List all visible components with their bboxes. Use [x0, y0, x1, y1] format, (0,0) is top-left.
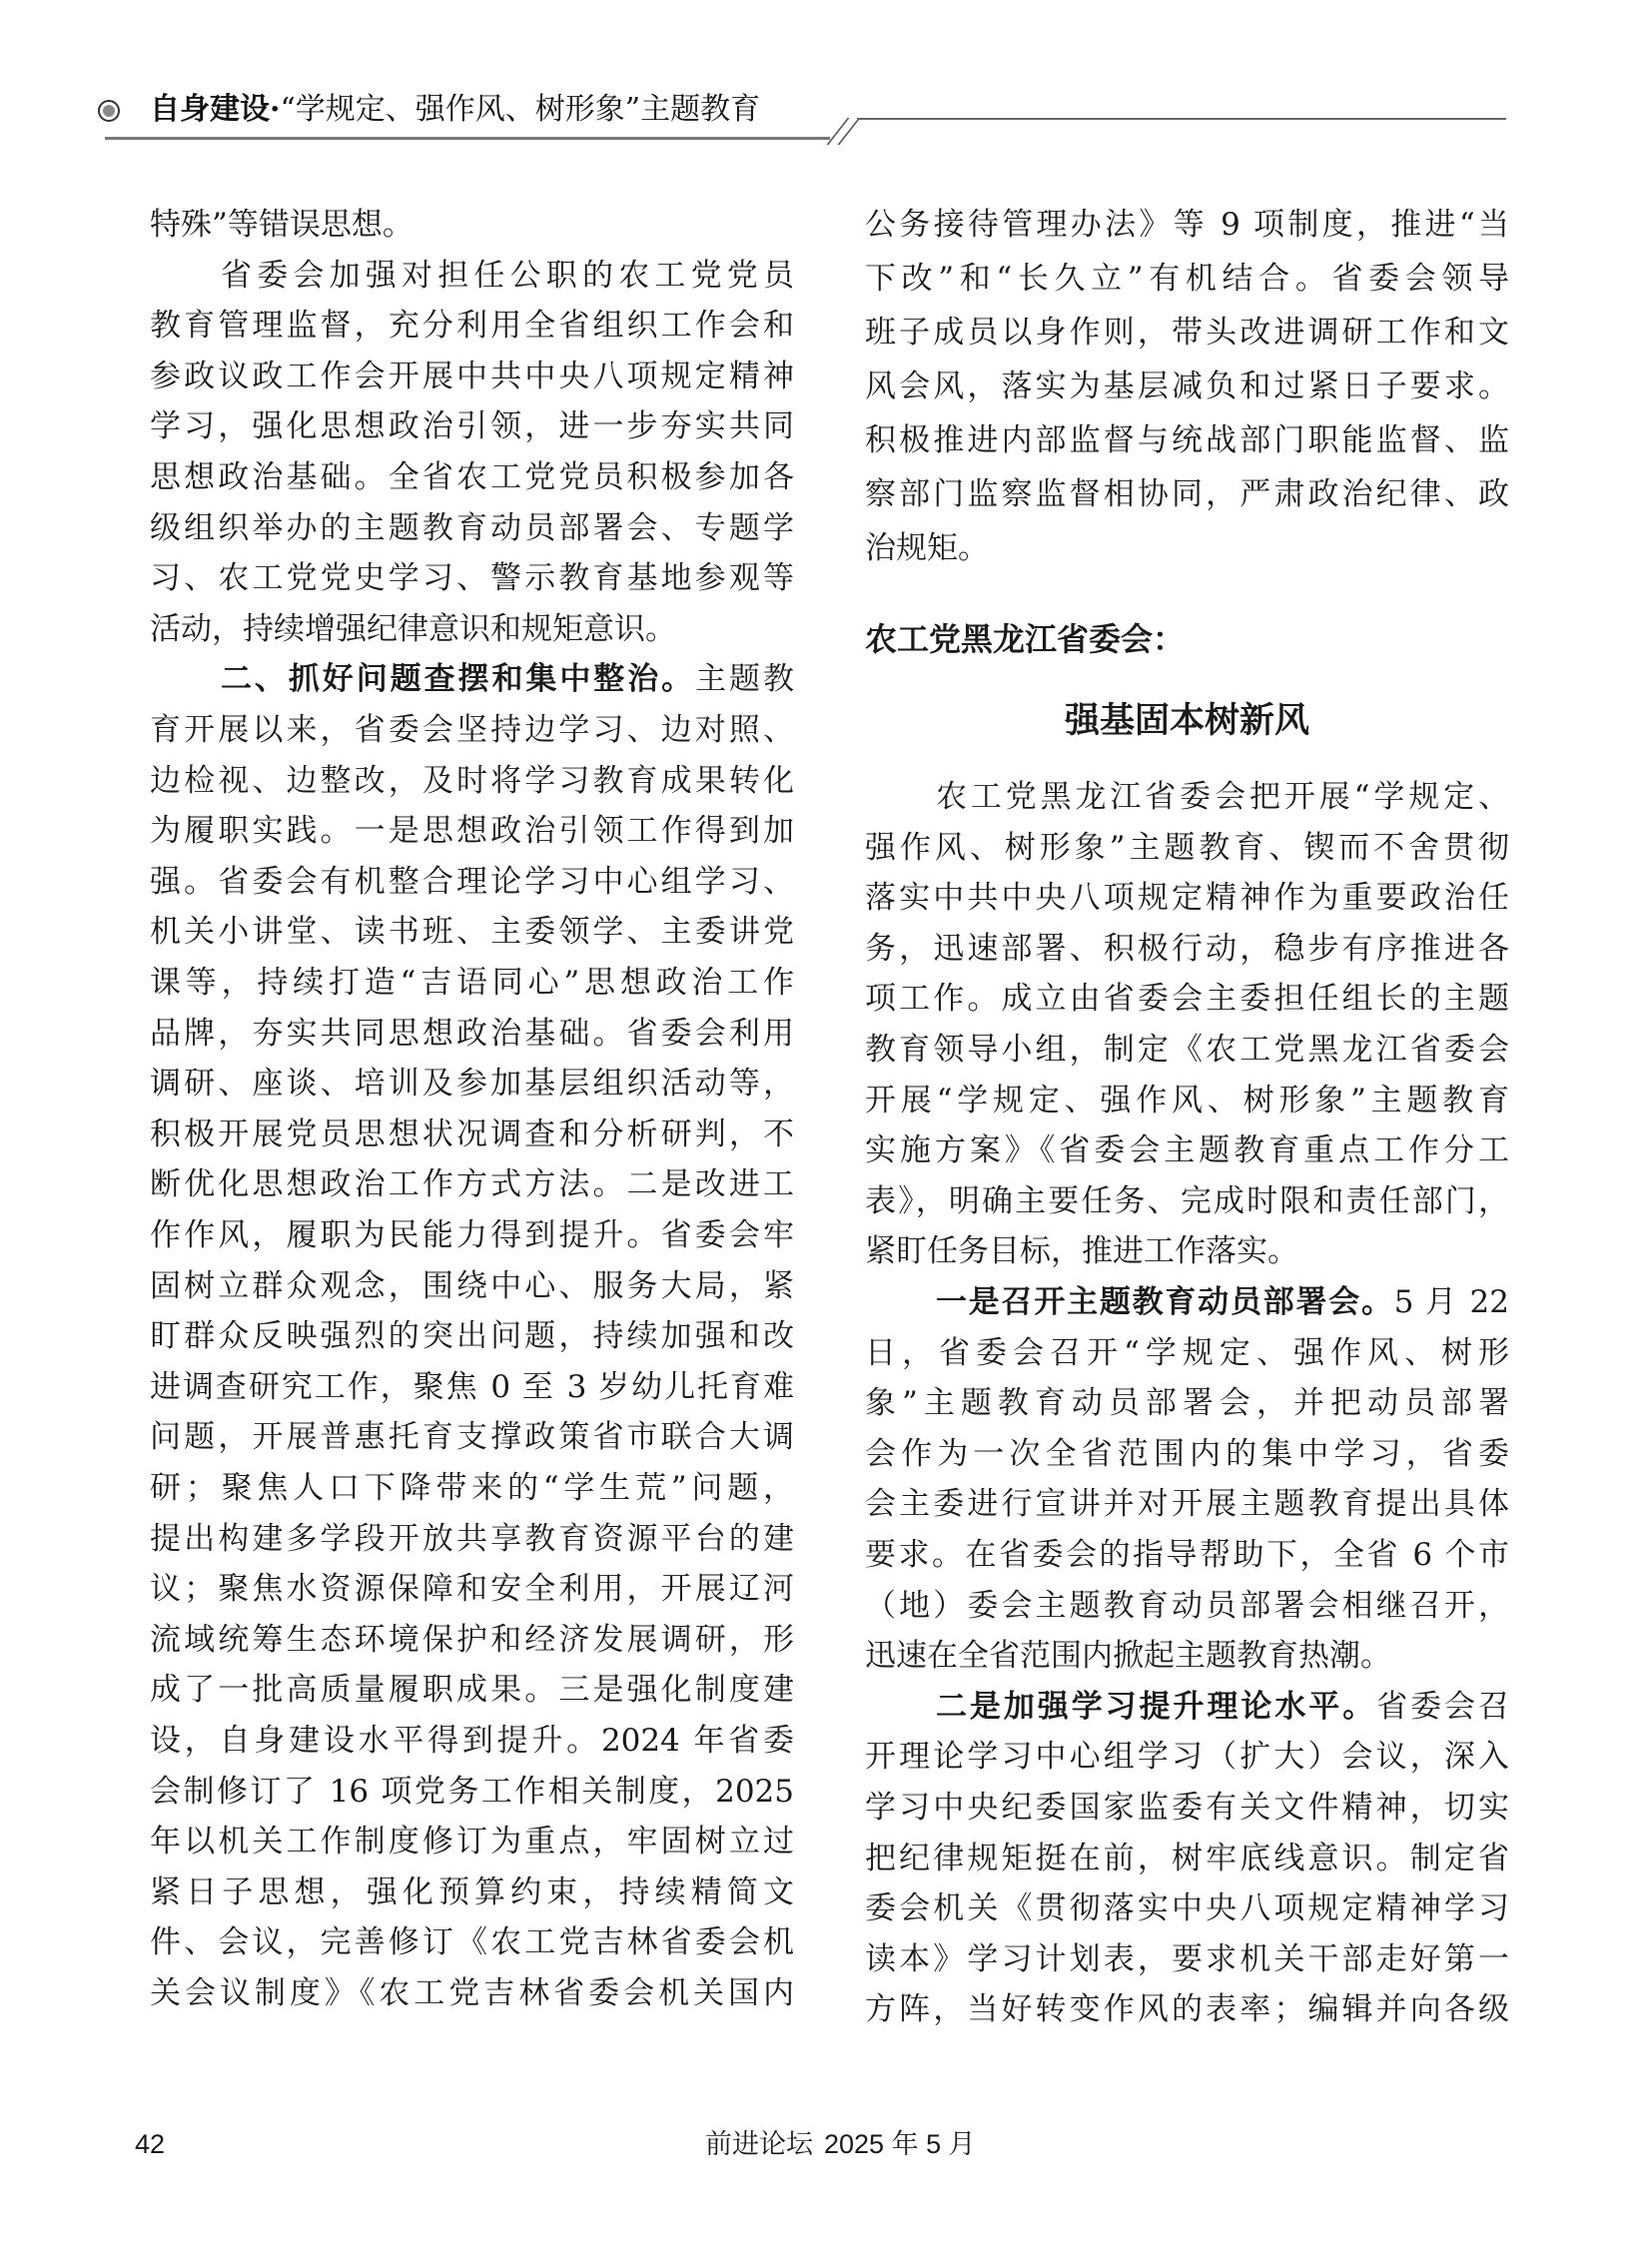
section-heading: 农工党黑龙江省委会： — [865, 620, 1186, 658]
text-line — [150, 1569, 794, 1609]
text-line — [150, 862, 794, 902]
line-text: 学习，强化思想政治引领，进一步夯实共同 — [150, 408, 794, 445]
line-text: 品牌，夯实共同思想政治基础。省委会利用 — [150, 1015, 794, 1052]
text-line — [150, 306, 794, 346]
bold-lead-in: 二是加强学习提升理论水平。 — [936, 1688, 1377, 1725]
page-number: 42 — [135, 2129, 166, 2159]
line-text: 会作为一次全省范围内的集中学习，省委 — [865, 1435, 1509, 1472]
text-line — [865, 1687, 1509, 1727]
line-text: 活动，持续增强纪律意识和规矩意识。 — [150, 610, 676, 647]
text-line — [865, 1788, 1509, 1828]
text-line — [150, 1468, 794, 1508]
text-line — [150, 761, 794, 801]
text-line — [150, 1064, 794, 1104]
publication-name: 前进论坛 — [705, 2129, 813, 2159]
text-line — [865, 1586, 1509, 1626]
line-text: 积极开展党员思想状况调查和分析研判，不 — [150, 1116, 794, 1152]
line-text: 紧盯任务目标，推进工作落实。 — [865, 1233, 1298, 1270]
text-line — [865, 1839, 1509, 1878]
line-text: 级组织举办的主题教育动员部署会、专题学 — [150, 509, 794, 546]
text-line — [150, 1721, 794, 1761]
line-text: 治规矩。 — [865, 530, 989, 566]
text-line — [865, 474, 1509, 514]
text-line — [150, 811, 794, 851]
text-line — [865, 1535, 1509, 1575]
header-section: 自身建设 — [150, 92, 270, 127]
line-text: 方阵，当好转变作风的表率；编辑并向各级 — [865, 1991, 1509, 2028]
text-line — [150, 1620, 794, 1660]
line-text: 察部门监察监督相协同，严肃政治纪律、政 — [865, 476, 1509, 512]
text-line — [150, 205, 794, 245]
header-topic: “学规定、强作风、树形象”主题教育 — [280, 92, 761, 127]
text-line — [865, 1181, 1509, 1221]
line-text: 盯群众反映强烈的突出问题，持续加强和改 — [150, 1318, 794, 1355]
issue-date: 2025 年 5 月 — [824, 2129, 976, 2159]
text-line — [865, 205, 1509, 245]
line-text: 开理论学习中心组学习（扩大）会议，深入 — [865, 1739, 1509, 1776]
text-line — [150, 1973, 794, 2013]
line-text: 紧日子思想，强化预算约束，持续精简文 — [150, 1873, 794, 1910]
line-text: 日，省委会召开“学规定、强作风、树形 — [865, 1334, 1509, 1371]
line-text: 班子成员以身作则，带头改进调研工作和文 — [865, 315, 1509, 351]
text-line — [865, 979, 1509, 1019]
text-line — [150, 1519, 794, 1559]
bold-lead-in: 一是召开主题教育动员部署会。 — [936, 1284, 1394, 1320]
line-text: 象”主题教育动员部署会，并把动员部署 — [865, 1385, 1509, 1422]
text-line — [150, 1872, 794, 1912]
line-text: 流域统筹生态环境保护和经济发展调研，形 — [150, 1621, 794, 1658]
line-text: 会制修订了 16 项党务工作相关制度，2025 — [150, 1773, 794, 1810]
text-line — [150, 1670, 794, 1710]
text-line — [865, 1030, 1509, 1070]
text-line — [865, 878, 1509, 918]
text-line — [150, 1316, 794, 1356]
text-line — [150, 1164, 794, 1204]
line-text: 特殊”等错误思想。 — [150, 207, 413, 243]
line-text: 课等，持续打造“吉语同心”思想政治工作 — [150, 965, 794, 1001]
header-rule-break-mark — [837, 118, 860, 145]
line-text: 固树立群众观念，围绕中心、服务大局，紧 — [150, 1267, 794, 1304]
text-line — [150, 659, 794, 699]
line-text: 作作风，履职为民能力得到提升。省委会牢 — [150, 1217, 794, 1253]
line-text: 下改”和“长久立”有机结合。省委会领导 — [865, 261, 1509, 297]
text-line — [865, 1333, 1509, 1373]
text-line — [865, 1737, 1509, 1777]
line-text: （地）委会主题教育动员部署会相继召开， — [865, 1587, 1509, 1624]
line-text: 委会机关《贯彻落实中央八项规定精神学习 — [865, 1890, 1509, 1927]
section-title: 强基固本树新风 — [1064, 701, 1309, 741]
line-text: 农工党黑龙江省委会把开展“学规定、 — [936, 779, 1509, 815]
line-text: 育开展以来，省委会坚持边学习、边对照、 — [150, 712, 794, 748]
line-text: 边检视、边整改，及时将学习教育成果转化 — [150, 762, 794, 799]
line-text: 进调查研究工作，聚焦 0 至 3 岁幼儿托育难 — [150, 1368, 794, 1405]
text-line — [865, 777, 1509, 817]
line-text: 调研、座谈、培训及参加基层组织活动等， — [150, 1066, 794, 1103]
header-rule-right — [857, 118, 1506, 120]
line-text: 提出构建多学段开放共享教育资源平台的建 — [150, 1520, 794, 1557]
text-line — [150, 1215, 794, 1255]
line-text: 议；聚焦水资源保障和安全利用，开展辽河 — [150, 1571, 794, 1608]
text-line — [865, 1636, 1509, 1676]
line-text: 件、会议，完善修订《农工党吉林省委会机 — [150, 1924, 794, 1961]
line-text: 研；聚焦人口下降带来的“学生荒”问题， — [150, 1470, 794, 1506]
text-line — [865, 1434, 1509, 1474]
text-line — [150, 1922, 794, 1962]
header-rule-break-mark — [826, 118, 849, 145]
text-line — [150, 963, 794, 1003]
line-text: 实施方案》《省委会主题教育重点工作分工 — [865, 1132, 1509, 1169]
text-line — [865, 1484, 1509, 1524]
line-text: 风会风，落实为基层减负和过紧日子要求。 — [865, 369, 1509, 404]
text-line — [865, 528, 1509, 568]
line-text: 省委会召 — [1376, 1688, 1509, 1725]
text-line — [150, 1822, 794, 1862]
line-text: 设，自身建设水平得到提升。2024 年省委 — [150, 1723, 794, 1759]
line-text: 机关小讲堂、读书班、主委领学、主委讲党 — [150, 914, 794, 951]
line-text: 教育领导小组，制定《农工党黑龙江省委会 — [865, 1032, 1509, 1068]
line-text: 学习中央纪委国家监委有关文件精神，切实 — [865, 1790, 1509, 1826]
line-text: 参政议政工作会开展中共中央八项规定精神 — [150, 358, 794, 394]
text-line — [150, 1772, 794, 1812]
text-line — [150, 609, 794, 649]
line-text: 读本》学习计划表，要求机关干部走好第一 — [865, 1940, 1509, 1977]
text-line — [150, 912, 794, 952]
line-text: 断优化思想政治工作方式方法。二是改进工 — [150, 1166, 794, 1203]
line-text: 把纪律规矩挺在前，树牢底线意识。制定省 — [865, 1840, 1509, 1876]
target-bullet-icon — [98, 100, 120, 122]
line-text: 关会议制度》《农工党吉林省委会机关国内 — [150, 1975, 794, 2011]
line-text: 教育管理监督，充分利用全省组织工作会和 — [150, 308, 794, 345]
text-line — [865, 1282, 1509, 1322]
text-line — [150, 1367, 794, 1407]
line-text: 年以机关工作制度修订为重点，牢固树立过 — [150, 1824, 794, 1861]
text-line — [865, 1888, 1509, 1928]
running-header — [150, 92, 760, 128]
line-text: 习、农工党党史学习、警示教育基地参观等 — [150, 560, 794, 597]
text-line — [865, 828, 1509, 868]
line-text: 迅速在全省范围内掀起主题教育热潮。 — [865, 1638, 1391, 1675]
line-text: 积极推进内部监督与统战部门职能监督、监 — [865, 422, 1509, 458]
line-text: 省委会加强对担任公职的农工党党员 — [221, 257, 794, 294]
line-text: 公务接待管理办法》等 9 项制度，推进“当 — [865, 207, 1509, 243]
line-text: 为履职实践。一是思想政治引领工作得到加 — [150, 813, 794, 850]
text-line — [865, 367, 1509, 406]
text-line — [150, 357, 794, 396]
text-line — [150, 406, 794, 446]
header-rule-left — [105, 137, 830, 140]
text-line — [865, 1989, 1509, 2029]
text-line — [150, 558, 794, 598]
text-line — [150, 1417, 794, 1457]
line-text: 落实中共中央八项规定精神作为重要政治任 — [865, 880, 1509, 917]
line-text: 强。省委会有机整合理论学习中心组学习、 — [150, 863, 794, 900]
line-text: 表》，明确主要任务、完成时限和责任部门， — [865, 1182, 1509, 1219]
text-line — [865, 1383, 1509, 1423]
text-line — [865, 1231, 1509, 1271]
text-line — [865, 420, 1509, 460]
line-text: 项工作。成立由省委会主委担任组长的主题 — [865, 981, 1509, 1018]
text-line — [150, 710, 794, 750]
text-line — [150, 508, 794, 548]
line-text: 思想政治基础。全省农工党党员积极参加各 — [150, 459, 794, 495]
line-text: 要求。在省委会的指导帮助下，全省 6 个市 — [865, 1537, 1509, 1573]
line-text: 主题教 — [695, 661, 794, 698]
line-text: 5 月 22 — [1393, 1284, 1509, 1320]
header-separator: · — [270, 92, 281, 127]
text-line — [865, 1130, 1509, 1170]
text-line — [150, 1115, 794, 1154]
line-text: 成了一批高质量履职成果。三是强化制度建 — [150, 1672, 794, 1709]
line-text: 强作风、树形象”主题教育、锲而不舍贯彻 — [865, 829, 1509, 866]
text-line — [865, 929, 1509, 969]
text-line — [865, 1939, 1509, 1979]
line-text: 务，迅速部署、积极行动，稳步有序推进各 — [865, 930, 1509, 967]
text-line — [865, 1081, 1509, 1120]
text-line — [150, 1014, 794, 1054]
text-line — [150, 457, 794, 497]
line-text: 问题，开展普惠托育支撑政策省市联合大调 — [150, 1419, 794, 1456]
text-line — [150, 1266, 794, 1306]
line-text: 会主委进行宣讲并对开展主题教育提出具体 — [865, 1486, 1509, 1523]
text-line — [150, 256, 794, 296]
line-text: 开展“学规定、强作风、树形象”主题教育 — [865, 1082, 1509, 1119]
bold-lead-in: 二、抓好问题查摆和集中整治。 — [221, 661, 696, 698]
text-line — [865, 313, 1509, 353]
text-line — [865, 259, 1509, 299]
